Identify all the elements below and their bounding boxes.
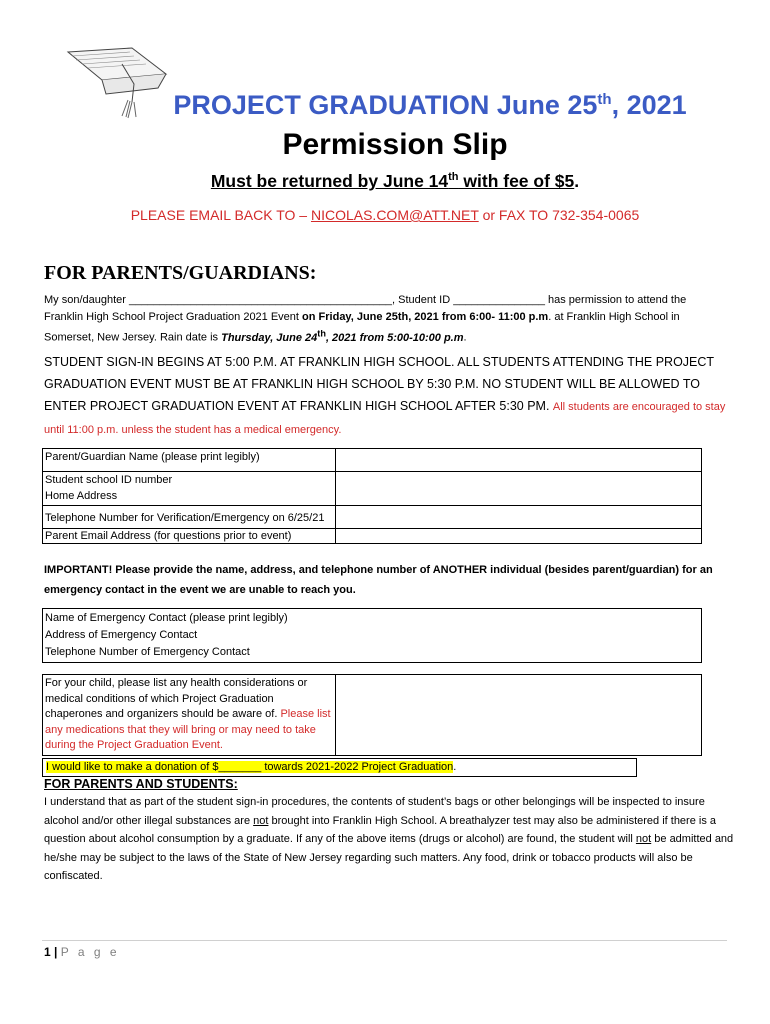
donation-box[interactable]: I would like to make a donation of $_______ towards 2021-2022 Project Graduation. bbox=[42, 758, 637, 777]
guardian-name-label: Parent/Guardian Name (please print legibly) bbox=[43, 449, 336, 472]
guardian-info-table bbox=[42, 448, 702, 544]
health-table bbox=[42, 674, 702, 756]
emergency-contact-table bbox=[42, 608, 702, 663]
signin-notice: STUDENT SIGN-IN BEGINS AT 5:00 P.M. AT FRANKLIN HIGH SCHOOL. ALL STUDENTS ATTENDING THE PROJECT GRADUATION EVENT MUST BE AT FRANKLIN HIGH SCHOOL BY 5:30 P.M. NO STUDENT WILL BE ALLOWED TO ENTER PROJECT GRADUATION EVENT AT FRANKLIN HIGH SCHOOL AFTER 5:30 PM. All students are encouraged to stay until 11:00 p.m. unless the student has a medical emergency. bbox=[44, 355, 726, 436]
emergency-contact-labels: Name of Emergency Contact (please print legibly) Address of Emergency Contact Telephone Number of Emergency Contact bbox=[43, 609, 702, 663]
parent-email-field[interactable] bbox=[336, 528, 702, 543]
emergency-contact-notice: IMPORTANT! Please provide the name, address, and telephone number of ANOTHER individual (besides parent/guardian) for an emergency contact in the event we are unable to reach you. bbox=[44, 564, 713, 596]
form-title: Permission Slip bbox=[282, 128, 508, 161]
inspection-paragraph: I understand that as part of the student sign-in procedures, the contents of student’s bags or other belongings will be inspected to insure alcohol and/or other illegal substances are not brought into Franklin High School. A breathalyzer test may also be administered if there is a question about alcohol consumption by a graduate. If any of the above items (drugs or alcohol) are found, the student will not be admitted and he/she may be subject to the laws of the State of New Jersey regarding such matters. Any food, drink or tobacco products will also be confiscated. bbox=[44, 796, 734, 882]
telephone-label: Telephone Number for Verification/Emergency on 6/25/21 bbox=[43, 506, 336, 529]
parents-heading: FOR PARENTS/GUARDIANS: bbox=[44, 262, 317, 284]
parent-email-label: Parent Email Address (for questions prior to event) bbox=[43, 528, 336, 543]
email-instructions: PLEASE EMAIL BACK TO – NICOLAS.COM@ATT.NET or FAX TO 732-354-0065 bbox=[130, 207, 640, 223]
student-id-label: Student school ID number Home Address bbox=[43, 472, 336, 506]
email-link[interactable]: NICOLAS.COM@ATT.NET bbox=[310, 207, 479, 223]
health-field[interactable] bbox=[336, 675, 702, 756]
guardian-name-field[interactable] bbox=[336, 449, 702, 472]
return-deadline: Must be returned by June 14th with fee of $5. bbox=[210, 171, 580, 191]
page-number: 1 | P a g e bbox=[44, 945, 120, 959]
student-id-address-field[interactable] bbox=[336, 472, 702, 506]
permission-paragraph: My son/daughter ___________________________________________, Student ID _______________ has permission to attend the Franklin High School Project Graduation 2021 Event on Friday, June 25th, 2021 from 6:00- 11:00 p.m. at Franklin High School in Somerset, New Jersey. Rain date is Thursday, June 24th, 2021 from 5:00-10:00 p.m. bbox=[44, 294, 687, 344]
event-title: PROJECT GRADUATION June 25th, 2021 bbox=[173, 90, 687, 120]
footer-divider bbox=[42, 940, 727, 941]
health-label: For your child, please list any health considerations or medical conditions of which Project Graduation chaperones and organizers should be aware of. Please list any medications that they will bring or may need to take during the Project Graduation Event. bbox=[43, 675, 336, 756]
telephone-field[interactable] bbox=[336, 506, 702, 529]
parents-students-heading: FOR PARENTS AND STUDENTS: bbox=[44, 777, 238, 791]
